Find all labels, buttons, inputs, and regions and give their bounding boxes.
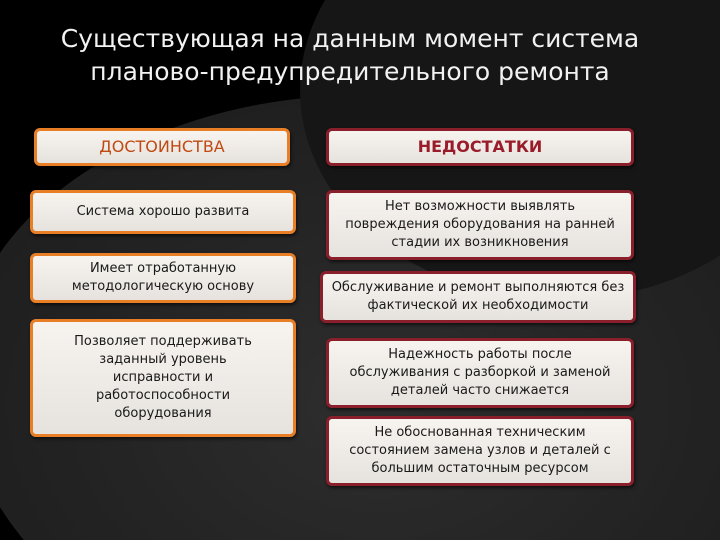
- disadvantages-header-label: НЕДОСТАТКИ: [417, 137, 543, 156]
- disadvantage-item-text: Нет возможности выявлять повреждения оборудования на ранней стадии их возникновения: [345, 199, 615, 250]
- advantage-item-text: Позволяет поддерживать заданный уровень исправности и работоспособности оборудования: [74, 334, 252, 421]
- disadvantages-header: [326, 128, 634, 166]
- slide-title: [20, 22, 680, 88]
- disadvantage-item-4: [326, 416, 634, 486]
- advantage-item-text: Система хорошо развита: [76, 204, 250, 219]
- title-line-2: планово-предупредительного ремонта: [90, 57, 610, 86]
- disadvantage-item-2: [320, 271, 636, 323]
- advantages-header: [34, 128, 290, 166]
- title-line-1: Существующая на данным момент система: [60, 24, 640, 53]
- disadvantage-item-3: [326, 338, 634, 408]
- disadvantage-item-text: Не обоснованная техническим состоянием замена узлов и деталей с большим остаточным ресурсом: [349, 425, 611, 476]
- advantage-item-2: [30, 253, 296, 303]
- disadvantage-item-1: [326, 190, 634, 260]
- advantage-item-text: Имеет отработанную методологическую основу: [71, 261, 255, 294]
- advantage-item-1: [30, 190, 296, 234]
- disadvantage-item-text: Обслуживание и ремонт выполняются без фактической их необходимости: [331, 280, 625, 313]
- advantages-header-label: ДОСТОИНСТВА: [99, 137, 225, 156]
- advantage-item-3: [30, 319, 296, 437]
- disadvantage-item-text: Надежность работы после обслуживания с разборкой и заменой деталей часто снижается: [349, 347, 611, 398]
